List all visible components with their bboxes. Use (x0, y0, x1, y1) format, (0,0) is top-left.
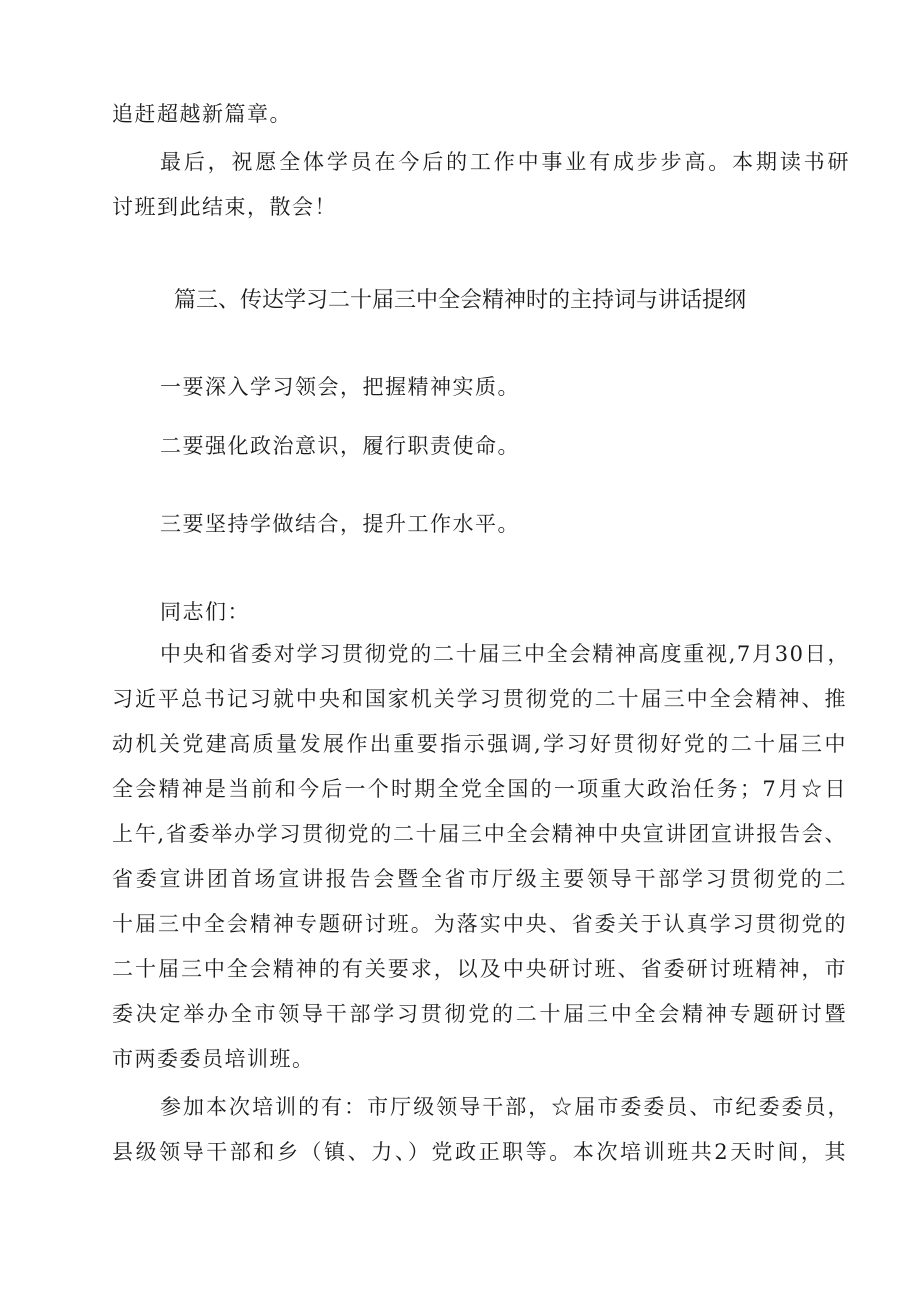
closing-paragraph-line: 讨班到此结束，散会！ (112, 195, 337, 219)
paragraph-line: 二十届三中全会精神的有关要求，以及中央研讨班、省委研讨班精神，市 (112, 957, 847, 981)
paragraph-line: 省委宣讲团首场宣讲报告会暨全省市厅级主要领导干部学习贯彻党的二 (112, 867, 847, 891)
paragraph-line: 十届三中全会精神专题研讨班。为落实中央、省委关于认真学习贯彻党的 (112, 912, 847, 936)
outline-item: 一要深入学习领会，把握精神实质。 (160, 375, 520, 399)
paragraph-line: 参加本次培训的有：市厅级领导干部，☆届市委委员、市纪委委员， (160, 1095, 850, 1119)
paragraph-line: 委决定举办全市领导干部学习贯彻党的二十届三中全会精神专题研讨暨 (112, 1002, 847, 1026)
paragraph-line: 习近平总书记习就中央和国家机关学习贯彻党的二十届三中全会精神、推 (112, 687, 847, 711)
paragraph-line: 动机关党建高质量发展作出重要指示强调,学习好贯彻好党的二十届三中 (112, 732, 847, 756)
text-line: 追赶超越新篇章。 (112, 102, 292, 126)
outline-item: 二要强化政治意识，履行职责使命。 (160, 434, 520, 458)
salutation: 同志们： (160, 600, 250, 624)
paragraph-line: 市两委委员培训班。 (112, 1047, 315, 1071)
paragraph-line: 县级领导干部和乡（镇、力、）党政正职等。本次培训班共2天时间，其 (112, 1140, 847, 1164)
paragraph-line: 上午,省委举办学习贯彻党的二十届三中全会精神中央宣讲团宣讲报告会、 (112, 822, 847, 846)
section-title: 篇三、传达学习二十届三中全会精神时的主持词与讲话提纲 (173, 288, 746, 313)
outline-item: 三要坚持学做结合，提升工作水平。 (160, 512, 520, 536)
closing-paragraph-line: 最后，祝愿全体学员在今后的工作中事业有成步步高。本期读书研 (160, 150, 850, 174)
paragraph-line: 中央和省委对学习贯彻党的二十届三中全会精神高度重视,7月30日， (160, 642, 850, 666)
paragraph-line: 全会精神是当前和今后一个时期全党全国的一项重大政治任务；7月☆日 (112, 777, 847, 801)
